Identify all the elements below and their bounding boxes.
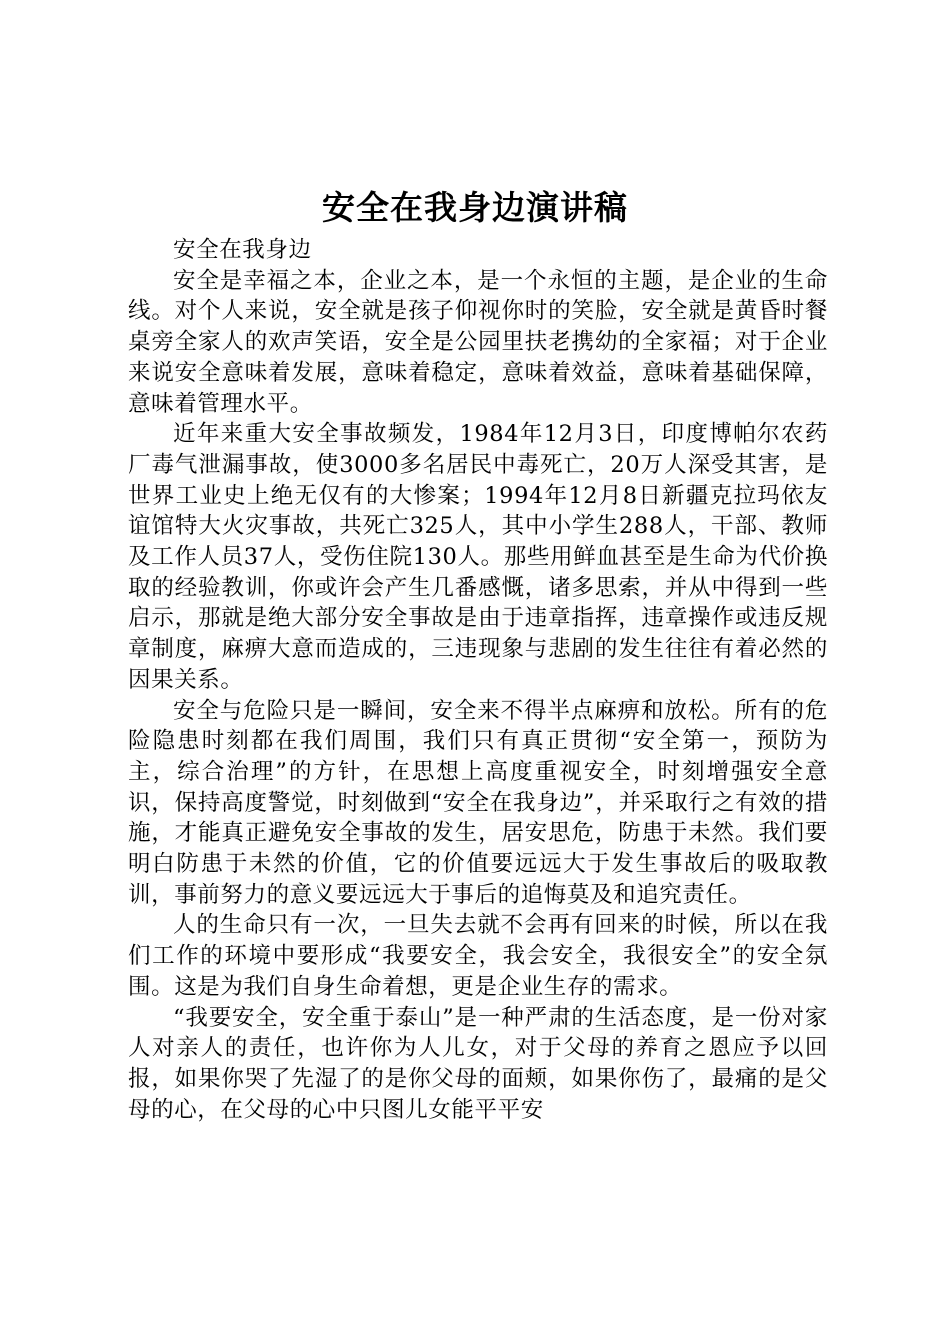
paragraph-intro: 安全是幸福之本，企业之本，是一个永恒的主题，是企业的生命线。对个人来说，安全就是孩子仰视你时的笑脸，安全就是黄昏时餐桌旁全家人的欢声笑语，安全是公园里扶老携幼的全家福；对于企业来说安全意味着发展，意味着稳定，意味着效益，意味着基础保障，意味着管理水平。 <box>128 267 828 417</box>
paragraph-accidents: 近年来重大安全事故频发，1984年12月3日，印度博帕尔农药厂毒气泄漏事故，使3000多名居民中毒死亡，20万人深受其害，是世界工业史上绝无仅有的大惨案；1994年12月8日新疆克拉玛依友谊馆特大火灾事故，共死亡325人，其中小学生288人，干部、教师及工作人员37人，受伤住院130人。那些用鲜血甚至是生命为代价换取的经验教训，你或许会产生几番感慨，诸多思索，并从中得到一些启示，那就是绝大部分安全事故是由于违章指挥，违章操作或违反规章制度，麻痹大意而造成的，三违现象与悲剧的发生往往有着必然的因果关系。 <box>128 421 828 693</box>
paragraph-attitude: “我要安全，安全重于泰山”是一种严肃的生活态度，是一份对家人对亲人的责任，也许你为人儿女，对于父母的养育之恩应予以回报，如果你哭了先湿了的是你父母的面颊，如果你伤了，最痛的是父母的心，在父母的心中只图儿女能平平安 <box>128 1004 828 1123</box>
paragraph-prevention: 安全与危险只是一瞬间，安全来不得半点麻痹和放松。所有的危险隐患时刻都在我们周围，我们只有真正贯彻“安全第一，预防为主，综合治理”的方针，在思想上高度重视安全，时刻增强安全意识，保持高度警觉，时刻做到“安全在我身边”，并采取行之有效的措施，才能真正避免安全事故的发生，居安思危，防患于未然。我们要明白防患于未然的价值，它的价值要远远大于发生事故后的吸取教训，事前努力的意义要远远大于事后的追悔莫及和追究责任。 <box>128 697 828 908</box>
paragraph-life: 人的生命只有一次，一旦失去就不会再有回来的时候，所以在我们工作的环境中要形成“我要安全，我会安全，我很安全”的安全氛围。这是为我们自身生命着想，更是企业生存的需求。 <box>128 912 828 1000</box>
document-body <box>128 235 828 1125</box>
paragraph-subtitle: 安全在我身边 <box>173 237 312 263</box>
document-title: 安全在我身边演讲稿 <box>322 188 628 227</box>
